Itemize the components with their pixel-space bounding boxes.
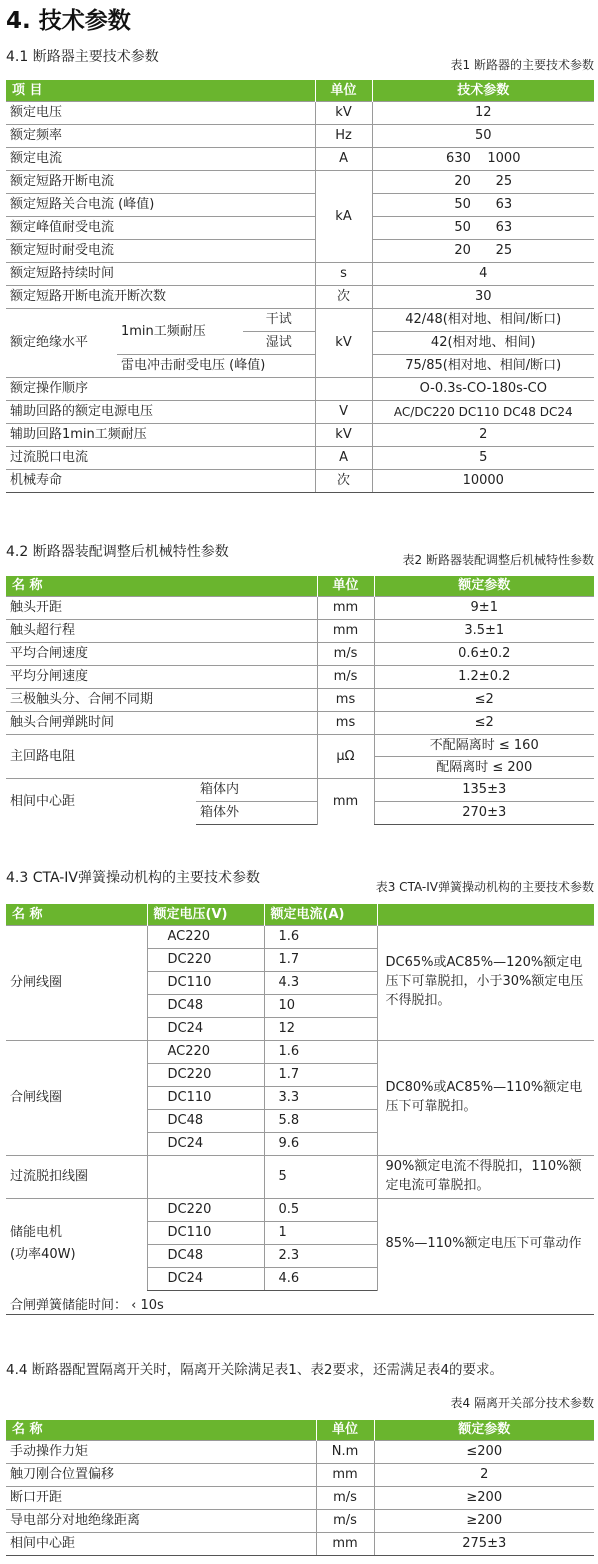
row-current: 4.3 [264,971,377,994]
table-row [6,596,594,619]
table-row [6,1198,594,1221]
section-4-1-heading: 4.1 断路器主要技术参数 [6,49,159,65]
row-label: 过流脱扣线圈 [6,1155,147,1198]
table-row [6,1486,594,1509]
table-2-mechanical-params [6,576,594,825]
row-value: ≤2 [374,711,594,734]
row-note: DC80%或AC85%—110%额定电压下可靠脱扣。 [377,1040,594,1155]
row-label: 额定短路持续时间 [6,262,315,285]
row-current: 9.6 [264,1132,377,1155]
table-row [6,778,594,801]
row-value: 75/85(相对地、相间/断口) [372,354,594,377]
row-value: 50 63 [372,193,594,216]
row-unit: kV [315,101,372,124]
table-row [6,308,594,331]
row-value: ≤2 [374,688,594,711]
row-unit: Hz [315,124,372,147]
table-2-caption: 表2 断路器装配调整后机械特性参数 [402,553,594,567]
row-value: 9±1 [374,596,594,619]
table-1-caption: 表1 断路器的主要技术参数 [450,58,594,72]
row-current: 1.6 [264,925,377,948]
row-label: 合闸线圈 [6,1040,147,1155]
table-4-disconnector-params [6,1420,594,1556]
table-row [6,262,594,285]
table-row [6,1509,594,1532]
row-voltage [147,1155,264,1198]
table-row [6,423,594,446]
header-value: 技术参数 [372,80,594,101]
row-voltage: DC24 [147,1267,264,1290]
row-label: 触头超行程 [6,619,317,642]
row-current: 4.6 [264,1267,377,1290]
header-value: 额定参数 [374,1420,594,1440]
motor-power-label: (功率40W) [10,1247,76,1263]
row-label: 手动操作力矩 [6,1440,316,1463]
row-value: 配隔离时 ≤ 200 [374,756,594,778]
row-current: 1.7 [264,1063,377,1086]
row-unit: mm [317,619,374,642]
row-value: O-0.3s-CO-180s-CO [372,377,594,400]
table-row [6,688,594,711]
row-unit: N.m [316,1440,374,1463]
row-note: 85%—110%额定电压下可靠动作 [377,1198,594,1290]
row-unit: ms [317,688,374,711]
row-value: 20 25 [372,239,594,262]
row-label: 额定电流 [6,147,315,170]
motor-label: 储能电机 [10,1225,63,1241]
table-row [6,446,594,469]
section-4-4-heading: 4.4 断路器配置隔离开关时，隔离开关除满足表1、表2要求，还需满足表4的要求。 [6,1362,504,1378]
row-value: ≥200 [374,1509,594,1532]
row-label: 辅助回路的额定电源电压 [6,400,315,423]
row-value: 0.6±0.2 [374,642,594,665]
table-row [6,1040,594,1063]
row-unit: mm [317,778,374,824]
table-row [6,1155,594,1198]
table-row [6,285,594,308]
table-3-mechanism-params [6,904,594,1291]
table-row [6,734,594,756]
row-value: 不配隔离时 ≤ 160 [374,734,594,756]
row-label: 额定短路开断电流开断次数 [6,285,315,308]
table-row [6,1463,594,1486]
row-label: 断口开距 [6,1486,316,1509]
row-label: 额定电压 [6,101,315,124]
row-voltage: DC24 [147,1132,264,1155]
table-row [6,239,594,262]
header-item: 项 目 [6,80,315,101]
row-label: 额定频率 [6,124,315,147]
table-row [6,711,594,734]
header-voltage: 额定电压(V) [147,904,264,925]
row-value: 12 [372,101,594,124]
table-row [6,1532,594,1555]
header-unit: 单位 [315,80,372,101]
row-note: 90%额定电流不得脱扣，110%额定电流可靠脱扣。 [377,1155,594,1198]
row-current: 5.8 [264,1109,377,1132]
row-value: ≥200 [374,1486,594,1509]
row-unit: 次 [315,285,372,308]
row-current: 1.6 [264,1040,377,1063]
row-label: 额定绝缘水平 [6,308,117,377]
header-value: 额定参数 [374,576,594,596]
row-voltage: DC110 [147,971,264,994]
row-unit: kV [315,308,372,377]
row-unit: mm [316,1532,374,1555]
row-unit: mm [317,596,374,619]
row-sublabel: 1min工频耐压 [117,308,243,354]
header-unit: 单位 [317,576,374,596]
row-label: 主回路电阻 [6,734,317,778]
row-current: 0.5 [264,1198,377,1221]
header-name: 名 称 [6,904,147,925]
row-sublabel: 雷电冲击耐受电压 (峰值) [117,354,315,377]
table-row [6,925,594,948]
table-row [6,400,594,423]
row-label: 相间中心距 [6,778,196,824]
row-value: AC/DC220 DC110 DC48 DC24 [372,400,594,423]
row-value: 10000 [372,469,594,492]
header-current: 额定电流(A) [264,904,377,925]
row-unit: m/s [317,642,374,665]
row-sublabel: 箱体内 [196,778,317,801]
table-row [6,147,594,170]
section-4-2-heading: 4.2 断路器装配调整后机械特性参数 [6,544,229,560]
row-value: 42/48(相对地、相间/断口) [372,308,594,331]
row-value: 2 [374,1463,594,1486]
row-value: 135±3 [374,778,594,801]
row-value: 50 [372,124,594,147]
row-value: 275±3 [374,1532,594,1555]
row-voltage: DC24 [147,1017,264,1040]
divider [6,1314,594,1315]
row-label [6,1198,147,1290]
section-4-3-heading: 4.3 CTA-IV弹簧操动机构的主要技术参数 [6,870,260,886]
row-value: 50 63 [372,216,594,239]
header-note [377,904,594,925]
page-title: 4. 技术参数 [6,8,131,34]
row-voltage: DC48 [147,1244,264,1267]
row-label: 分闸线圈 [6,925,147,1040]
row-sublabel: 箱体外 [196,801,317,824]
row-voltage: AC220 [147,925,264,948]
row-label: 触刀刚合位置偏移 [6,1463,316,1486]
row-label: 额定短路关合电流 (峰值) [6,193,315,216]
table-row [6,665,594,688]
row-label: 辅助回路1min工频耐压 [6,423,315,446]
table-row [6,377,594,400]
row-voltage: DC220 [147,1198,264,1221]
row-sublabel: 干试 [243,308,315,331]
row-label: 平均分闸速度 [6,665,317,688]
header-name: 名 称 [6,1420,316,1440]
row-unit: mm [316,1463,374,1486]
row-value: 30 [372,285,594,308]
row-current: 1.7 [264,948,377,971]
row-unit: A [315,147,372,170]
row-value: 5 [372,446,594,469]
row-voltage: DC220 [147,1063,264,1086]
row-value: 2 [372,423,594,446]
row-label: 机械寿命 [6,469,315,492]
table-row [6,170,594,193]
row-value: 20 25 [372,170,594,193]
table-row [6,216,594,239]
row-current: 12 [264,1017,377,1040]
row-current: 5 [264,1155,377,1198]
row-current: 2.3 [264,1244,377,1267]
row-label: 额定操作顺序 [6,377,315,400]
row-value: 3.5±1 [374,619,594,642]
header-name: 名 称 [6,576,317,596]
spring-charging-time-note: 合闸弹簧储能时间： ‹ 10s [10,1298,164,1313]
table-row [6,124,594,147]
row-sublabel: 湿试 [243,331,315,354]
row-note: DC65%或AC85%—120%额定电压下可靠脱扣，小于30%额定电压不得脱扣。 [377,925,594,1040]
row-unit [315,377,372,400]
table-row [6,1440,594,1463]
row-current: 1 [264,1221,377,1244]
row-current: 10 [264,994,377,1017]
row-current: 3.3 [264,1086,377,1109]
row-label: 触头合闸弹跳时间 [6,711,317,734]
table-row [6,619,594,642]
row-value: 42(相对地、相间) [372,331,594,354]
table-row [6,469,594,492]
row-label: 平均合闸速度 [6,642,317,665]
row-unit: ms [317,711,374,734]
row-label: 额定短路开断电流 [6,170,315,193]
row-unit: m/s [316,1509,374,1532]
row-voltage: DC48 [147,994,264,1017]
row-value: 630 1000 [372,147,594,170]
row-unit: m/s [317,665,374,688]
row-value: 4 [372,262,594,285]
row-label: 三极触头分、合闸不同期 [6,688,317,711]
table-1-breaker-params [6,80,594,493]
row-value: 1.2±0.2 [374,665,594,688]
row-voltage: DC110 [147,1221,264,1244]
table-3-caption: 表3 CTA-IV弹簧操动机构的主要技术参数 [375,880,594,894]
header-unit: 单位 [316,1420,374,1440]
row-label: 触头开距 [6,596,317,619]
row-unit: m/s [316,1486,374,1509]
row-unit: s [315,262,372,285]
row-unit: μΩ [317,734,374,778]
row-unit: kA [315,170,372,262]
row-value: 270±3 [374,801,594,824]
row-label: 额定峰值耐受电流 [6,216,315,239]
row-unit: V [315,400,372,423]
row-unit: kV [315,423,372,446]
row-label: 相间中心距 [6,1532,316,1555]
row-label: 过流脱口电流 [6,446,315,469]
row-value: ≤200 [374,1440,594,1463]
table-row [6,193,594,216]
row-unit: 次 [315,469,372,492]
table-row [6,642,594,665]
table-4-caption: 表4 隔离开关部分技术参数 [450,1396,594,1410]
row-voltage: AC220 [147,1040,264,1063]
table-row [6,101,594,124]
row-voltage: DC48 [147,1109,264,1132]
row-label: 额定短时耐受电流 [6,239,315,262]
row-label: 导电部分对地绝缘距离 [6,1509,316,1532]
row-voltage: DC220 [147,948,264,971]
row-voltage: DC110 [147,1086,264,1109]
row-unit: A [315,446,372,469]
